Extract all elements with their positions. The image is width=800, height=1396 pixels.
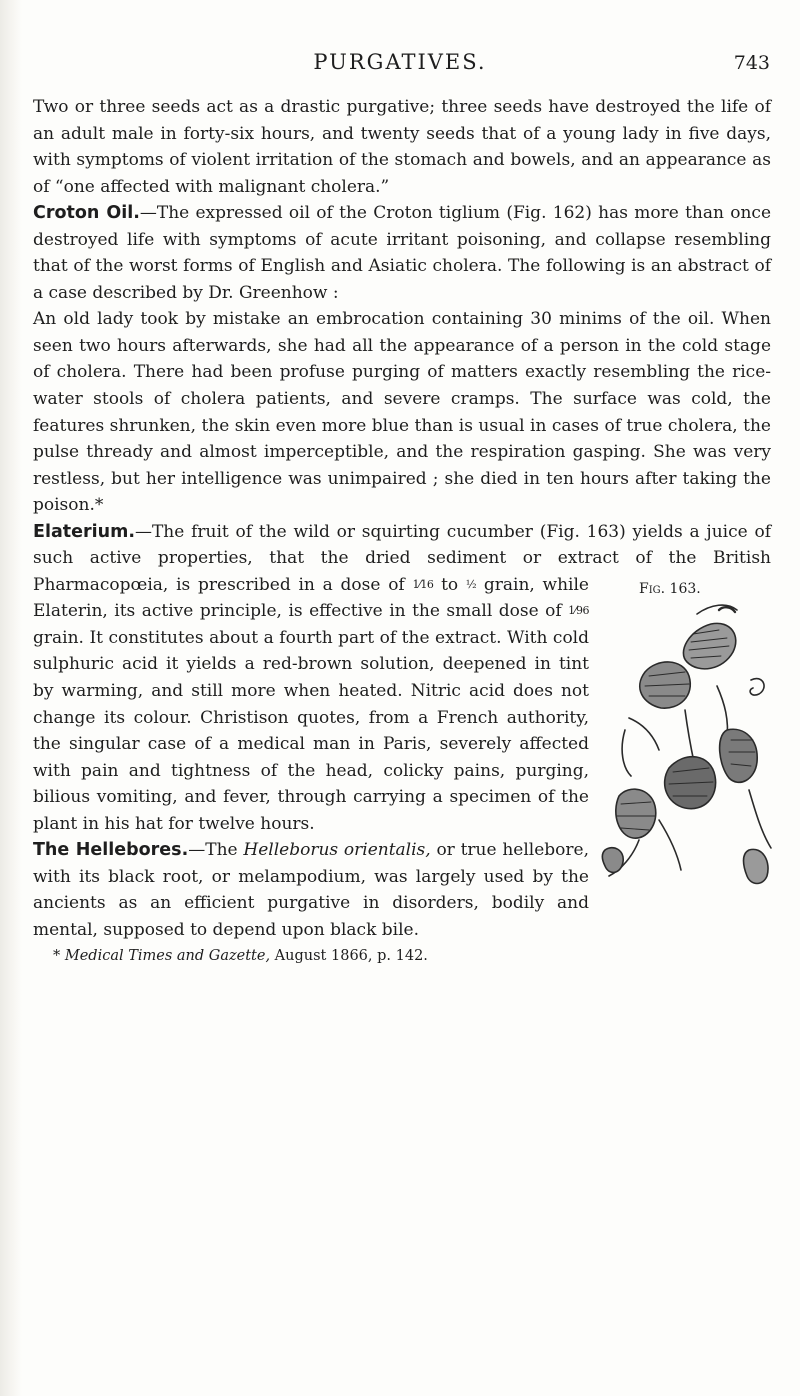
body-text [33, 94, 771, 968]
dose-elaterin: 1⁄96 [568, 604, 589, 618]
heading-elaterium: Elaterium. [33, 521, 135, 542]
figure-163 [599, 576, 777, 906]
paragraph-case: An old lady took by mistake an embrocation containing 30 minims of the oil. When seen two hours afterwards, she had all the appearance of a person in the cold stage of cholera. There had been profuse purging of matters exactly resembling the rice-water stools of cholera patients, and severe cramps. The surface was cold, the features shrunken, the skin even more blue than is usual in cases of true cholera, the pulse thready and almost imperceptible, and the respiration gasping. She was very restless, but her intelligence was unimpaired ; she died in ten hours after taking the poison.* [33, 309, 771, 516]
fruit-tip [719, 607, 735, 612]
heading-croton-oil: Croton Oil. [33, 203, 140, 224]
tendril [750, 678, 764, 695]
lower-left-fruit [616, 789, 656, 838]
hellebores-text-part1: —The [188, 840, 244, 861]
squirting-cucumber-illustration [599, 600, 777, 900]
elaterium-text-part1: —The fruit of the wild or squirting cucumber (Fig. 163) yields a juice of such active properties, that the dried sediment or extract of the British Pharmacopœia, is prescribed in a dose of [33, 521, 771, 595]
paragraph-intro: Two or three seeds act as a drastic purgative; three seeds have destroyed the life of an adult male in forty-six hours, and twenty seeds that of a young lady in five days, with symptoms of violent irritation of the stomach and bowels, and an appearance as of “one affected with malignant cholera.” [33, 97, 771, 197]
page-number: 743 [733, 52, 770, 74]
running-head [0, 50, 800, 80]
elaterium-text-part3: grain, while Elaterin, its active principle, is effective in the small dose of [33, 574, 589, 622]
bottom-fruit [602, 847, 623, 872]
dose-high: ½ [465, 577, 477, 591]
footnote-detail: August 1866, p. 142. [270, 947, 428, 964]
paragraph-croton-oil [33, 200, 771, 306]
page-header-title: PURGATIVES. [313, 50, 487, 74]
paragraph-elaterium [33, 519, 771, 838]
side-stem [629, 718, 659, 750]
footnote-source: Medical Times and Gazette, [64, 947, 271, 964]
page-gutter [0, 0, 22, 1396]
footnote [33, 944, 771, 968]
croton-oil-text: —The expressed oil of the Croton tiglium (Fig. 162) has more than once destroyed life with symptoms of acute irritant poisoning, and collapse resembling that of the worst forms of English and Asiatic cholera. The following is an abstract of a case described by Dr. Greenhow : [33, 203, 771, 303]
right-fruit [720, 729, 758, 782]
heading-hellebores: The Hellebores. [33, 840, 189, 861]
footnote-marker: * [53, 947, 61, 964]
figure-caption: Fig. 163. [639, 580, 701, 597]
elaterium-text-part4: grain. It constitutes about a fourth part of the extract. With cold sulphuric acid it yields a red-brown solution, deepened in tint by warming, and still more when heated. Nitric acid does not change its colour. Christison quotes, from a French authority, the singular case of a medical man in Paris, severely affected with pain and tightness of the head, colicky pains, purging, bilious vomiting, and fever, through carrying a specimen of the plant in his hat for twelve hours. [33, 627, 589, 834]
hellebores-species: Helleborus orientalis, [243, 840, 431, 861]
hellebores-text-part2: or true hellebore, with its black root, or melampodium, was largely used by the ancients as an efficient purgative in disorders, bodily and mental, supposed to depend upon black bile. [33, 840, 589, 940]
bottom-leaf [744, 849, 769, 883]
elaterium-text-part2: to [433, 574, 466, 595]
dose-low: 1⁄16 [412, 577, 434, 591]
